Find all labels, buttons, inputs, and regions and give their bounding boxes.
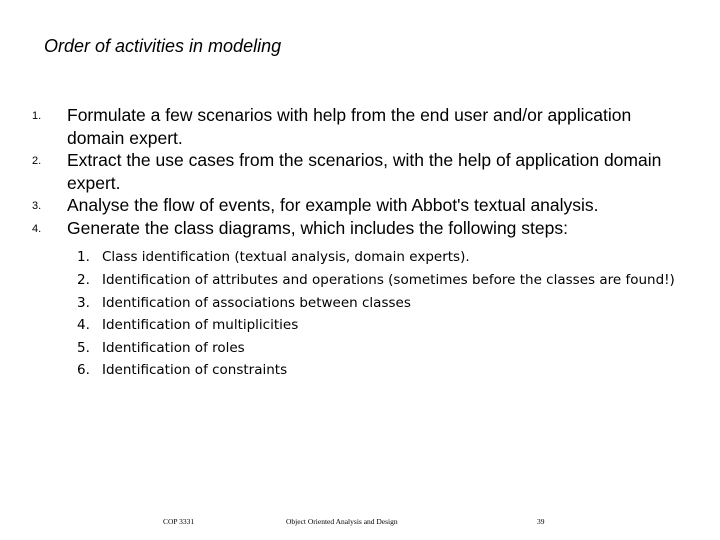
list-item-text: Generate the class diagrams, which includes the following steps:	[67, 217, 568, 238]
sub-list-item-number: 2.	[77, 271, 90, 288]
sub-list-item	[77, 246, 677, 269]
sub-list-item	[77, 337, 677, 360]
footer-course: COP 3331	[163, 517, 195, 526]
list-item-text: Analyse the flow of events, for example with Abbot's textual analysis.	[67, 195, 599, 215]
list-item-text: Extract the use cases from the scenarios, with the help of application domain expert.	[67, 150, 662, 193]
sub-list-item-text: Identification of roles	[102, 339, 245, 356]
list-item	[32, 149, 692, 194]
sub-list-item-number: 4.	[77, 317, 90, 333]
sub-list-item-number: 6.	[77, 362, 90, 378]
footer-subject: Object Oriented Analysis and Design	[286, 517, 398, 526]
list-item-number: 2.	[32, 155, 42, 167]
sub-list-item-number: 5.	[77, 339, 90, 356]
sub-list-item-number: 3.	[77, 294, 90, 311]
list-item-number: 1.	[32, 110, 42, 122]
list-item-number: 4.	[32, 222, 42, 235]
class-diagram-steps-list	[77, 246, 677, 382]
sub-list-item-number: 1.	[77, 249, 90, 265]
slide-title: Order of activities in modeling	[44, 36, 282, 56]
sub-list-item-text: Class identification (textual analysis, domain experts).	[102, 249, 470, 265]
list-item	[32, 104, 692, 149]
sub-list-item-text: Identification of constraints	[102, 362, 288, 378]
list-item-number: 3.	[32, 200, 42, 212]
list-item	[32, 194, 692, 217]
sub-list-item-text: Identification of associations between classes	[102, 294, 411, 311]
footer-page-number: 39	[537, 517, 545, 526]
list-item-text: Formulate a few scenarios with help from the end user and/or application domain expert.	[67, 105, 632, 148]
list-item	[32, 217, 692, 240]
sub-list-item	[77, 314, 677, 337]
main-activity-list	[32, 104, 692, 239]
sub-list-item	[77, 269, 677, 292]
sub-list-item-text: Identification of attributes and operations (sometimes before the classes are found!)	[102, 271, 675, 288]
sub-list-item	[77, 292, 677, 315]
sub-list-item-text: Identification of multiplicities	[102, 317, 299, 333]
sub-list-item	[77, 359, 677, 382]
